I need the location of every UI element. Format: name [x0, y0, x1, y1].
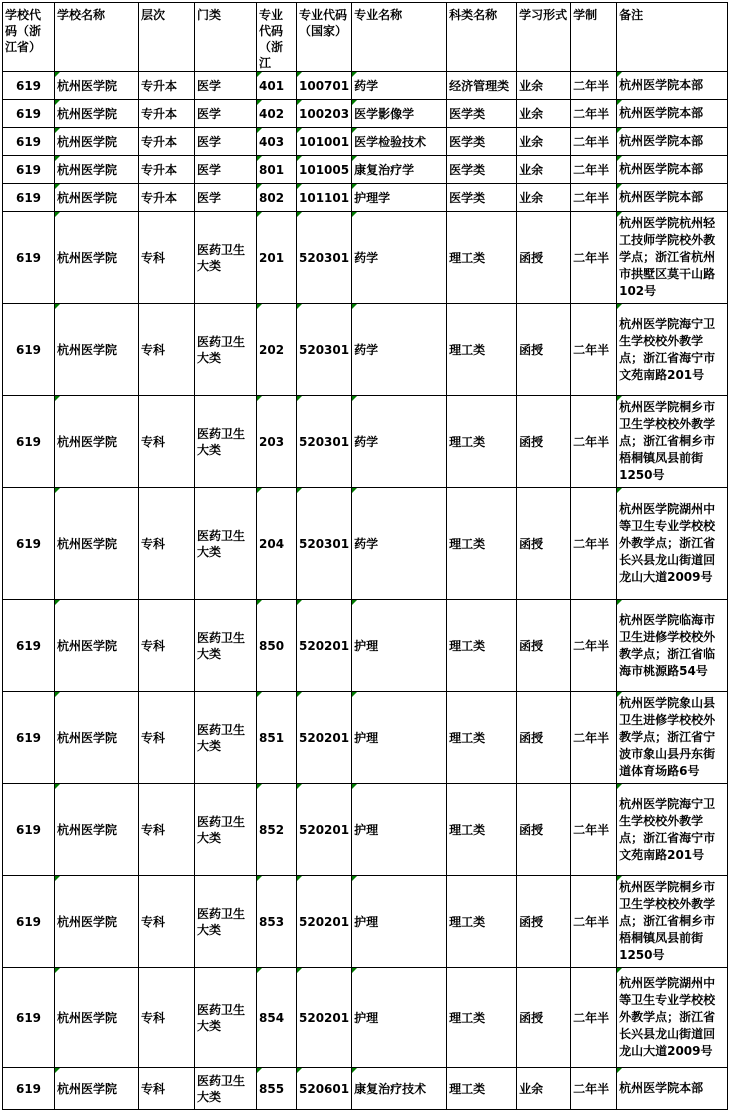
cell-school-name: 杭州医学院 [55, 100, 139, 128]
cell-major-code-nat: 520301 [297, 396, 352, 488]
cell-remark: 杭州医学院本部 [617, 100, 728, 128]
cell-major-name: 护理 [352, 876, 447, 968]
cell-category: 医学 [195, 184, 257, 212]
cell-duration: 二年半 [571, 1068, 617, 1110]
cell-school-code: 619 [3, 784, 55, 876]
cell-major-code-nat: 520301 [297, 488, 352, 600]
cell-subject: 经济管理类 [447, 72, 517, 100]
cell-major-code-nat: 520301 [297, 304, 352, 396]
cell-major-code-zj: 204 [257, 488, 297, 600]
header-school-name: 学校名称 [55, 3, 139, 72]
cell-major-name: 药学 [352, 304, 447, 396]
cell-duration: 二年半 [571, 156, 617, 184]
cell-duration: 二年半 [571, 184, 617, 212]
cell-study-form: 业余 [517, 184, 571, 212]
header-major-name: 专业名称 [352, 3, 447, 72]
cell-school-code: 619 [3, 968, 55, 1068]
cell-major-code-nat: 101005 [297, 156, 352, 184]
header-category: 门类 [195, 3, 257, 72]
cell-major-code-nat: 520201 [297, 692, 352, 784]
cell-school-name: 杭州医学院 [55, 600, 139, 692]
table-row [3, 156, 728, 184]
cell-category: 医药卫生大类 [195, 692, 257, 784]
header-row [3, 3, 728, 72]
cell-major-code-zj: 202 [257, 304, 297, 396]
cell-remark: 杭州医学院桐乡市卫生学校校外教学点；浙江省桐乡市梧桐镇凤县前街1250号 [617, 876, 728, 968]
cell-major-code-zj: 403 [257, 128, 297, 156]
cell-school-code: 619 [3, 692, 55, 784]
cell-major-code-nat: 101001 [297, 128, 352, 156]
cell-duration: 二年半 [571, 304, 617, 396]
table-row [3, 100, 728, 128]
cell-study-form: 函授 [517, 876, 571, 968]
cell-remark: 杭州医学院杭州轻工技师学院校外教学点；浙江省杭州市拱墅区莫干山路102号 [617, 212, 728, 304]
cell-duration: 二年半 [571, 72, 617, 100]
cell-school-code: 619 [3, 600, 55, 692]
cell-school-name: 杭州医学院 [55, 304, 139, 396]
enrollment-table [2, 2, 728, 1110]
cell-subject: 理工类 [447, 876, 517, 968]
cell-level: 专科 [139, 488, 195, 600]
cell-duration: 二年半 [571, 692, 617, 784]
header-major-code-nat: 专业代码（国家） [297, 3, 352, 72]
cell-level: 专科 [139, 600, 195, 692]
cell-category: 医药卫生大类 [195, 304, 257, 396]
cell-school-code: 619 [3, 128, 55, 156]
cell-school-code: 619 [3, 1068, 55, 1110]
cell-major-code-nat: 520201 [297, 784, 352, 876]
cell-remark: 杭州医学院本部 [617, 72, 728, 100]
header-duration: 学制 [571, 3, 617, 72]
cell-major-name: 康复治疗技术 [352, 1068, 447, 1110]
cell-remark: 杭州医学院海宁卫生学校校外教学点；浙江省海宁市文苑南路201号 [617, 784, 728, 876]
table-row [3, 1068, 728, 1110]
cell-school-name: 杭州医学院 [55, 72, 139, 100]
cell-subject: 理工类 [447, 396, 517, 488]
cell-major-code-zj: 853 [257, 876, 297, 968]
cell-level: 专科 [139, 1068, 195, 1110]
cell-school-name: 杭州医学院 [55, 876, 139, 968]
cell-school-code: 619 [3, 156, 55, 184]
cell-major-code-zj: 801 [257, 156, 297, 184]
cell-remark: 杭州医学院湖州中等卫生专业学校校外教学点；浙江省长兴县龙山街道回龙山大道2009号 [617, 968, 728, 1068]
cell-category: 医学 [195, 128, 257, 156]
cell-school-name: 杭州医学院 [55, 692, 139, 784]
cell-duration: 二年半 [571, 488, 617, 600]
cell-remark: 杭州医学院本部 [617, 1068, 728, 1110]
cell-duration: 二年半 [571, 876, 617, 968]
cell-school-code: 619 [3, 876, 55, 968]
cell-remark: 杭州医学院本部 [617, 184, 728, 212]
table-row [3, 304, 728, 396]
cell-study-form: 函授 [517, 692, 571, 784]
cell-major-code-zj: 201 [257, 212, 297, 304]
cell-subject: 医学类 [447, 128, 517, 156]
cell-subject: 医学类 [447, 156, 517, 184]
cell-study-form: 业余 [517, 156, 571, 184]
cell-level: 专科 [139, 304, 195, 396]
cell-duration: 二年半 [571, 968, 617, 1068]
cell-major-code-zj: 401 [257, 72, 297, 100]
cell-remark: 杭州医学院本部 [617, 128, 728, 156]
cell-level: 专科 [139, 396, 195, 488]
cell-major-code-nat: 520201 [297, 876, 352, 968]
table-row [3, 692, 728, 784]
cell-major-code-nat: 520301 [297, 212, 352, 304]
cell-category: 医学 [195, 72, 257, 100]
cell-school-name: 杭州医学院 [55, 156, 139, 184]
cell-subject: 理工类 [447, 600, 517, 692]
table-row [3, 600, 728, 692]
cell-subject: 医学类 [447, 100, 517, 128]
cell-remark: 杭州医学院临海市卫生进修学校校外教学点；浙江省临海市桃源路54号 [617, 600, 728, 692]
cell-duration: 二年半 [571, 396, 617, 488]
cell-major-code-nat: 101101 [297, 184, 352, 212]
cell-study-form: 业余 [517, 128, 571, 156]
cell-level: 专科 [139, 784, 195, 876]
table-row [3, 396, 728, 488]
cell-study-form: 函授 [517, 968, 571, 1068]
cell-level: 专升本 [139, 184, 195, 212]
cell-remark: 杭州医学院本部 [617, 156, 728, 184]
cell-category: 医药卫生大类 [195, 488, 257, 600]
cell-school-name: 杭州医学院 [55, 1068, 139, 1110]
cell-major-name: 药学 [352, 396, 447, 488]
cell-level: 专科 [139, 692, 195, 784]
cell-school-name: 杭州医学院 [55, 128, 139, 156]
header-study-form: 学习形式 [517, 3, 571, 72]
cell-major-code-zj: 851 [257, 692, 297, 784]
cell-school-name: 杭州医学院 [55, 968, 139, 1068]
cell-study-form: 函授 [517, 396, 571, 488]
cell-study-form: 函授 [517, 600, 571, 692]
cell-major-name: 护理学 [352, 184, 447, 212]
cell-level: 专科 [139, 212, 195, 304]
cell-major-name: 护理 [352, 784, 447, 876]
table-row [3, 876, 728, 968]
cell-category: 医药卫生大类 [195, 600, 257, 692]
cell-major-name: 护理 [352, 692, 447, 784]
table-row [3, 488, 728, 600]
cell-school-code: 619 [3, 212, 55, 304]
cell-school-code: 619 [3, 488, 55, 600]
cell-study-form: 业余 [517, 1068, 571, 1110]
cell-major-code-nat: 520601 [297, 1068, 352, 1110]
cell-major-name: 药学 [352, 72, 447, 100]
cell-duration: 二年半 [571, 784, 617, 876]
cell-remark: 杭州医学院象山县卫生进修学校校外教学点；浙江省宁波市象山县丹东街道体育场路6号 [617, 692, 728, 784]
table-row [3, 184, 728, 212]
cell-category: 医药卫生大类 [195, 876, 257, 968]
cell-study-form: 函授 [517, 212, 571, 304]
cell-study-form: 函授 [517, 304, 571, 396]
cell-level: 专升本 [139, 156, 195, 184]
header-level: 层次 [139, 3, 195, 72]
cell-category: 医药卫生大类 [195, 212, 257, 304]
cell-level: 专升本 [139, 100, 195, 128]
header-subject: 科类名称 [447, 3, 517, 72]
cell-school-name: 杭州医学院 [55, 784, 139, 876]
cell-major-code-zj: 850 [257, 600, 297, 692]
header-major-code-zj: 专业代码（浙江 [257, 3, 297, 72]
cell-school-code: 619 [3, 100, 55, 128]
cell-study-form: 业余 [517, 100, 571, 128]
cell-subject: 理工类 [447, 1068, 517, 1110]
header-school-code: 学校代码（浙江省） [3, 3, 55, 72]
cell-major-code-nat: 100701 [297, 72, 352, 100]
cell-level: 专科 [139, 876, 195, 968]
cell-remark: 杭州医学院桐乡市卫生学校校外教学点；浙江省桐乡市梧桐镇凤县前街1250号 [617, 396, 728, 488]
cell-subject: 理工类 [447, 692, 517, 784]
cell-subject: 理工类 [447, 784, 517, 876]
cell-major-code-zj: 852 [257, 784, 297, 876]
cell-school-code: 619 [3, 184, 55, 212]
cell-major-name: 药学 [352, 488, 447, 600]
cell-school-name: 杭州医学院 [55, 184, 139, 212]
header-remark: 备注 [617, 3, 728, 72]
table-row [3, 784, 728, 876]
cell-major-name: 护理 [352, 968, 447, 1068]
cell-school-code: 619 [3, 72, 55, 100]
cell-category: 医药卫生大类 [195, 784, 257, 876]
cell-major-code-zj: 855 [257, 1068, 297, 1110]
cell-major-code-nat: 520201 [297, 968, 352, 1068]
cell-subject: 理工类 [447, 488, 517, 600]
cell-remark: 杭州医学院海宁卫生学校校外教学点；浙江省海宁市文苑南路201号 [617, 304, 728, 396]
table-row [3, 968, 728, 1068]
cell-level: 专升本 [139, 128, 195, 156]
cell-major-name: 医学影像学 [352, 100, 447, 128]
cell-school-name: 杭州医学院 [55, 488, 139, 600]
cell-major-code-zj: 854 [257, 968, 297, 1068]
cell-school-name: 杭州医学院 [55, 396, 139, 488]
cell-duration: 二年半 [571, 128, 617, 156]
cell-duration: 二年半 [571, 600, 617, 692]
cell-major-name: 康复治疗学 [352, 156, 447, 184]
cell-level: 专升本 [139, 72, 195, 100]
cell-study-form: 业余 [517, 72, 571, 100]
cell-category: 医药卫生大类 [195, 396, 257, 488]
cell-remark: 杭州医学院湖州中等卫生专业学校校外教学点；浙江省长兴县龙山街道回龙山大道2009号 [617, 488, 728, 600]
cell-subject: 理工类 [447, 304, 517, 396]
cell-school-name: 杭州医学院 [55, 212, 139, 304]
cell-subject: 理工类 [447, 212, 517, 304]
cell-major-code-zj: 203 [257, 396, 297, 488]
cell-subject: 理工类 [447, 968, 517, 1068]
cell-study-form: 函授 [517, 784, 571, 876]
cell-category: 医学 [195, 100, 257, 128]
cell-level: 专科 [139, 968, 195, 1068]
cell-major-code-nat: 100203 [297, 100, 352, 128]
cell-subject: 医学类 [447, 184, 517, 212]
cell-duration: 二年半 [571, 100, 617, 128]
cell-category: 医药卫生大类 [195, 1068, 257, 1110]
cell-category: 医学 [195, 156, 257, 184]
cell-school-code: 619 [3, 304, 55, 396]
cell-major-code-nat: 520201 [297, 600, 352, 692]
table-row [3, 72, 728, 100]
table-row [3, 212, 728, 304]
cell-major-code-zj: 802 [257, 184, 297, 212]
cell-duration: 二年半 [571, 212, 617, 304]
cell-major-name: 医学检验技术 [352, 128, 447, 156]
cell-major-name: 护理 [352, 600, 447, 692]
cell-category: 医药卫生大类 [195, 968, 257, 1068]
table-row [3, 128, 728, 156]
cell-school-code: 619 [3, 396, 55, 488]
cell-study-form: 函授 [517, 488, 571, 600]
cell-major-code-zj: 402 [257, 100, 297, 128]
cell-major-name: 药学 [352, 212, 447, 304]
